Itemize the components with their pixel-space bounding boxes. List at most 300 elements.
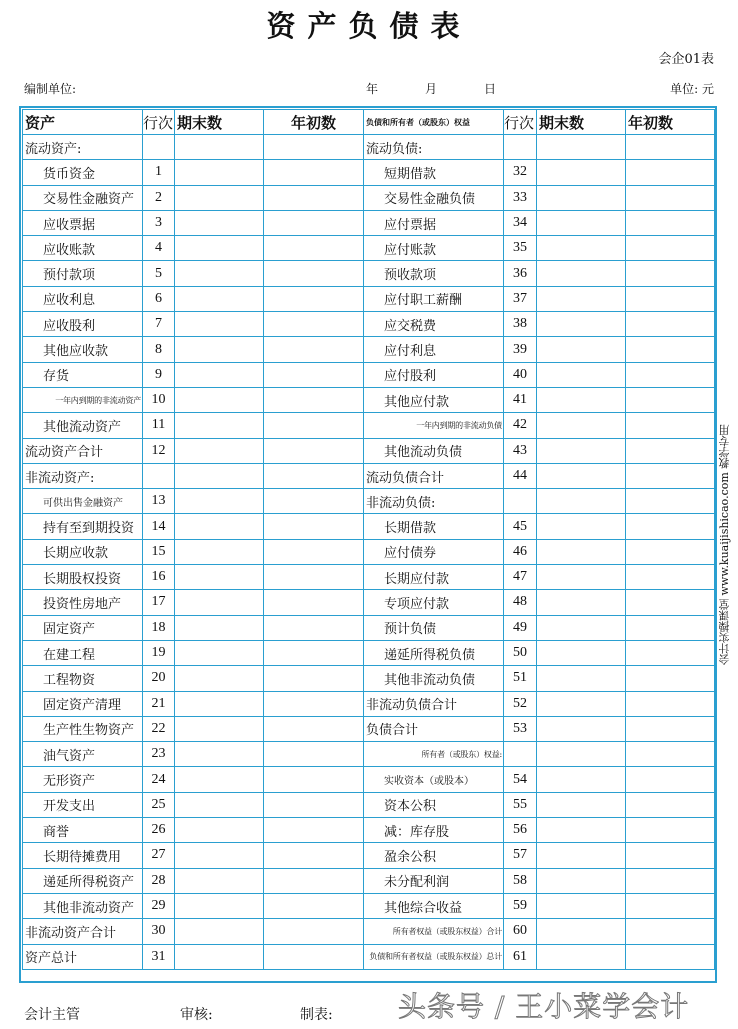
preparer-label: 编制单位: [24, 82, 77, 96]
liability-end-value[interactable] [537, 489, 626, 514]
asset-line-no: 16 [143, 565, 175, 590]
asset-item: 固定资产 [23, 615, 143, 640]
asset-line-no: 29 [143, 893, 175, 918]
date-month: 月 [425, 82, 438, 96]
liability-item: 负债和所有者权益（或股东权益）总计 [364, 944, 504, 969]
liability-begin-value[interactable] [626, 387, 715, 412]
asset-line-no: 31 [143, 944, 175, 969]
liability-begin-value[interactable] [626, 716, 715, 741]
asset-begin-value[interactable] [264, 843, 364, 868]
asset-item: 固定资产清理 [23, 691, 143, 716]
table-row [23, 463, 715, 488]
liability-end-value[interactable] [537, 590, 626, 615]
liability-end-value[interactable] [537, 337, 626, 362]
asset-line-no: 26 [143, 818, 175, 843]
liability-line-no: 40 [504, 362, 537, 387]
asset-item: 可供出售金融资产 [23, 489, 143, 514]
liability-begin-value[interactable] [626, 514, 715, 539]
liability-begin-value[interactable] [626, 438, 715, 463]
date-year: 年 [366, 82, 379, 96]
liability-end-value[interactable] [537, 767, 626, 792]
liability-item: 盈余公积 [364, 843, 504, 868]
liability-item: 应付利息 [364, 337, 504, 362]
liability-end-value[interactable] [537, 210, 626, 235]
liability-line-no: 43 [504, 438, 537, 463]
asset-item: 长期应收款 [23, 539, 143, 564]
asset-end-value[interactable] [175, 818, 264, 843]
liability-line-no [504, 742, 537, 767]
asset-begin-value[interactable] [264, 919, 364, 944]
liability-line-no: 37 [504, 286, 537, 311]
asset-line-no: 21 [143, 691, 175, 716]
liability-begin-value[interactable] [626, 312, 715, 337]
liability-end-value[interactable] [537, 666, 626, 691]
liability-line-no: 54 [504, 767, 537, 792]
asset-end-value[interactable] [175, 843, 264, 868]
asset-line-no: 6 [143, 286, 175, 311]
asset-line-no [143, 135, 175, 160]
liability-begin-value[interactable] [626, 666, 715, 691]
liability-line-no: 39 [504, 337, 537, 362]
liability-begin-value[interactable] [626, 337, 715, 362]
liability-end-value[interactable] [537, 286, 626, 311]
asset-line-no: 5 [143, 261, 175, 286]
liability-end-value[interactable] [537, 742, 626, 767]
asset-item: 交易性金融资产 [23, 185, 143, 210]
liability-item: 其他流动负债 [364, 438, 504, 463]
asset-end-value[interactable] [175, 742, 264, 767]
asset-begin-value[interactable] [264, 818, 364, 843]
liability-item: 其他应付款 [364, 387, 504, 412]
liability-item: 应付职工薪酬 [364, 286, 504, 311]
table-row [23, 185, 715, 210]
asset-begin-value[interactable] [264, 868, 364, 893]
table-row [23, 489, 715, 514]
liability-end-value[interactable] [537, 463, 626, 488]
liability-line-no: 49 [504, 615, 537, 640]
asset-begin-value[interactable] [264, 286, 364, 311]
asset-end-value[interactable] [175, 185, 264, 210]
asset-begin-value[interactable] [264, 792, 364, 817]
liability-item: 长期应付款 [364, 565, 504, 590]
table-row [23, 337, 715, 362]
liability-begin-value[interactable] [626, 463, 715, 488]
table-row [23, 843, 715, 868]
table-row [23, 590, 715, 615]
liability-begin-value[interactable] [626, 261, 715, 286]
asset-end-value[interactable] [175, 160, 264, 185]
liability-end-value[interactable] [537, 615, 626, 640]
asset-line-no: 25 [143, 792, 175, 817]
liability-item: 预收款项 [364, 261, 504, 286]
asset-end-value[interactable] [175, 792, 264, 817]
asset-end-value[interactable] [175, 261, 264, 286]
asset-end-value[interactable] [175, 312, 264, 337]
header-begin-2: 年初数 [626, 110, 715, 135]
asset-item: 长期股权投资 [23, 565, 143, 590]
liability-line-no: 60 [504, 919, 537, 944]
liability-end-value[interactable] [537, 893, 626, 918]
asset-line-no: 30 [143, 919, 175, 944]
asset-line-no: 8 [143, 337, 175, 362]
asset-end-value[interactable] [175, 868, 264, 893]
asset-begin-value[interactable] [264, 640, 364, 665]
asset-end-value[interactable] [175, 489, 264, 514]
asset-item: 存货 [23, 362, 143, 387]
asset-line-no: 20 [143, 666, 175, 691]
table-row [23, 362, 715, 387]
asset-begin-value[interactable] [264, 666, 364, 691]
liability-begin-value[interactable] [626, 893, 715, 918]
liability-line-no: 44 [504, 463, 537, 488]
liability-end-value[interactable] [537, 792, 626, 817]
liability-item: 未分配利润 [364, 868, 504, 893]
liability-end-value[interactable] [537, 640, 626, 665]
asset-begin-value[interactable] [264, 767, 364, 792]
asset-end-value[interactable] [175, 362, 264, 387]
table-row [23, 312, 715, 337]
form-code: 会企01表 [658, 52, 714, 67]
date-day: 日 [484, 82, 497, 96]
liability-begin-value[interactable] [626, 792, 715, 817]
asset-item: 应收账款 [23, 236, 143, 261]
asset-item: 其他应收款 [23, 337, 143, 362]
table-row [23, 615, 715, 640]
unit-label: 单位: 元 [670, 82, 714, 96]
header-end: 期末数 [175, 110, 264, 135]
asset-line-no: 10 [143, 387, 175, 412]
liability-begin-value[interactable] [626, 565, 715, 590]
asset-line-no: 13 [143, 489, 175, 514]
liability-line-no: 50 [504, 640, 537, 665]
liability-line-no: 33 [504, 185, 537, 210]
asset-item: 油气资产 [23, 742, 143, 767]
liability-item: 其他综合收益 [364, 893, 504, 918]
asset-line-no: 2 [143, 185, 175, 210]
table-row [23, 539, 715, 564]
header-row [23, 110, 715, 135]
asset-end-value[interactable] [175, 919, 264, 944]
asset-begin-value[interactable] [264, 944, 364, 969]
asset-end-value[interactable] [175, 514, 264, 539]
asset-end-value[interactable] [175, 387, 264, 412]
table-row [23, 286, 715, 311]
asset-end-value[interactable] [175, 463, 264, 488]
asset-line-no: 19 [143, 640, 175, 665]
asset-line-no [143, 463, 175, 488]
asset-begin-value[interactable] [264, 312, 364, 337]
liability-item: 资本公积 [364, 792, 504, 817]
balance-sheet-table-frame [19, 106, 717, 983]
asset-begin-value[interactable] [264, 489, 364, 514]
liability-item: 减：库存股 [364, 818, 504, 843]
liability-begin-value[interactable] [626, 160, 715, 185]
asset-item: 资产总计 [23, 944, 143, 969]
liability-line-no: 36 [504, 261, 537, 286]
liability-line-no: 46 [504, 539, 537, 564]
table-row [23, 210, 715, 235]
table-row [23, 893, 715, 918]
liability-begin-value[interactable] [626, 868, 715, 893]
asset-end-value[interactable] [175, 944, 264, 969]
table-row [23, 261, 715, 286]
liability-begin-value[interactable] [626, 590, 715, 615]
asset-end-value[interactable] [175, 539, 264, 564]
asset-item: 工程物资 [23, 666, 143, 691]
side-note: 会计实操课堂 www.kuaijishicao.com 教学专用 [718, 424, 731, 666]
liability-line-no: 52 [504, 691, 537, 716]
liability-line-no: 57 [504, 843, 537, 868]
liability-item: 其他非流动负债 [364, 666, 504, 691]
table-row [23, 818, 715, 843]
liability-begin-value[interactable] [626, 413, 715, 438]
liability-item: 负债合计 [364, 716, 504, 741]
liability-begin-value[interactable] [626, 489, 715, 514]
asset-end-value[interactable] [175, 135, 264, 160]
asset-line-no: 27 [143, 843, 175, 868]
asset-end-value[interactable] [175, 767, 264, 792]
asset-end-value[interactable] [175, 236, 264, 261]
liability-item: 非流动负债: [364, 489, 504, 514]
liability-line-no: 41 [504, 387, 537, 412]
asset-begin-value[interactable] [264, 691, 364, 716]
asset-line-no: 14 [143, 514, 175, 539]
asset-end-value[interactable] [175, 716, 264, 741]
liability-item: 预计负债 [364, 615, 504, 640]
asset-line-no: 22 [143, 716, 175, 741]
liability-end-value[interactable] [537, 843, 626, 868]
liability-line-no: 59 [504, 893, 537, 918]
liability-item: 非流动负债合计 [364, 691, 504, 716]
balance-sheet-table [22, 109, 715, 970]
liability-end-value[interactable] [537, 539, 626, 564]
asset-line-no: 9 [143, 362, 175, 387]
asset-line-no: 23 [143, 742, 175, 767]
liability-end-value[interactable] [537, 438, 626, 463]
liability-end-value[interactable] [537, 387, 626, 412]
liability-item: 专项应付款 [364, 590, 504, 615]
asset-begin-value[interactable] [264, 261, 364, 286]
liability-item: 所有者（或股东）权益: [364, 742, 504, 767]
liability-begin-value[interactable] [626, 615, 715, 640]
footer-supervisor: 会计主管 [24, 1007, 80, 1023]
table-row [23, 565, 715, 590]
asset-begin-value[interactable] [264, 742, 364, 767]
asset-end-value[interactable] [175, 666, 264, 691]
asset-line-no: 24 [143, 767, 175, 792]
asset-begin-value[interactable] [264, 539, 364, 564]
liability-end-value[interactable] [537, 944, 626, 969]
liability-item: 一年内到期的非流动负债 [364, 413, 504, 438]
liability-line-no: 55 [504, 792, 537, 817]
table-row [23, 767, 715, 792]
asset-item: 应收利息 [23, 286, 143, 311]
asset-begin-value[interactable] [264, 716, 364, 741]
asset-line-no: 4 [143, 236, 175, 261]
table-row [23, 666, 715, 691]
liability-end-value[interactable] [537, 565, 626, 590]
liability-end-value[interactable] [537, 312, 626, 337]
asset-end-value[interactable] [175, 286, 264, 311]
header-liabilities: 负债和所有者（或股东）权益 [364, 110, 504, 135]
liability-begin-value[interactable] [626, 691, 715, 716]
asset-item: 递延所得税资产 [23, 868, 143, 893]
liability-line-no [504, 489, 537, 514]
asset-item: 商誉 [23, 818, 143, 843]
asset-item: 流动资产合计 [23, 438, 143, 463]
asset-item: 非流动资产: [23, 463, 143, 488]
asset-begin-value[interactable] [264, 236, 364, 261]
asset-item: 货币资金 [23, 160, 143, 185]
liability-end-value[interactable] [537, 818, 626, 843]
table-row [23, 716, 715, 741]
asset-begin-value[interactable] [264, 893, 364, 918]
liability-item: 应付账款 [364, 236, 504, 261]
asset-line-no: 1 [143, 160, 175, 185]
asset-begin-value[interactable] [264, 463, 364, 488]
liability-end-value[interactable] [537, 362, 626, 387]
liability-item: 实收资本（或股本） [364, 767, 504, 792]
asset-end-value[interactable] [175, 413, 264, 438]
liability-begin-value[interactable] [626, 135, 715, 160]
asset-begin-value[interactable] [264, 514, 364, 539]
asset-begin-value[interactable] [264, 362, 364, 387]
asset-end-value[interactable] [175, 438, 264, 463]
liability-end-value[interactable] [537, 716, 626, 741]
asset-end-value[interactable] [175, 893, 264, 918]
liability-item: 所有者权益（或股东权益）合计 [364, 919, 504, 944]
liability-begin-value[interactable] [626, 539, 715, 564]
liability-begin-value[interactable] [626, 286, 715, 311]
liability-end-value[interactable] [537, 868, 626, 893]
liability-begin-value[interactable] [626, 362, 715, 387]
liability-end-value[interactable] [537, 135, 626, 160]
table-row [23, 919, 715, 944]
liability-item: 递延所得税负债 [364, 640, 504, 665]
liability-end-value[interactable] [537, 413, 626, 438]
asset-begin-value[interactable] [264, 210, 364, 235]
table-row [23, 691, 715, 716]
liability-item: 应交税费 [364, 312, 504, 337]
liability-line-no: 61 [504, 944, 537, 969]
header-assets: 资产 [23, 110, 143, 135]
liability-item: 短期借款 [364, 160, 504, 185]
liability-line-no [504, 135, 537, 160]
asset-begin-value[interactable] [264, 590, 364, 615]
liability-begin-value[interactable] [626, 843, 715, 868]
liability-end-value[interactable] [537, 261, 626, 286]
liability-begin-value[interactable] [626, 236, 715, 261]
asset-begin-value[interactable] [264, 185, 364, 210]
header-end-2: 期末数 [537, 110, 626, 135]
liability-item: 长期借款 [364, 514, 504, 539]
header-begin: 年初数 [264, 110, 364, 135]
asset-line-no: 18 [143, 615, 175, 640]
asset-item: 在建工程 [23, 640, 143, 665]
asset-item: 长期待摊费用 [23, 843, 143, 868]
liability-line-no: 38 [504, 312, 537, 337]
liability-begin-value[interactable] [626, 944, 715, 969]
liability-item: 交易性金融负债 [364, 185, 504, 210]
liability-item: 流动负债合计 [364, 463, 504, 488]
liability-begin-value[interactable] [626, 818, 715, 843]
table-row [23, 236, 715, 261]
liability-item: 应付债券 [364, 539, 504, 564]
liability-end-value[interactable] [537, 691, 626, 716]
liability-begin-value[interactable] [626, 919, 715, 944]
liability-begin-value[interactable] [626, 767, 715, 792]
table-row [23, 514, 715, 539]
asset-begin-value[interactable] [264, 565, 364, 590]
liability-begin-value[interactable] [626, 742, 715, 767]
asset-end-value[interactable] [175, 565, 264, 590]
asset-begin-value[interactable] [264, 387, 364, 412]
asset-item: 生产性生物资产 [23, 716, 143, 741]
liability-end-value[interactable] [537, 919, 626, 944]
asset-end-value[interactable] [175, 691, 264, 716]
header-line-2: 行次 [504, 110, 537, 135]
asset-line-no: 12 [143, 438, 175, 463]
asset-end-value[interactable] [175, 640, 264, 665]
liability-end-value[interactable] [537, 236, 626, 261]
asset-begin-value[interactable] [264, 135, 364, 160]
header-line: 行次 [143, 110, 175, 135]
liability-line-no: 56 [504, 818, 537, 843]
liability-begin-value[interactable] [626, 640, 715, 665]
table-row [23, 413, 715, 438]
asset-end-value[interactable] [175, 590, 264, 615]
asset-begin-value[interactable] [264, 160, 364, 185]
liability-item: 应付票据 [364, 210, 504, 235]
asset-line-no: 3 [143, 210, 175, 235]
footer-review: 审核: [180, 1007, 213, 1023]
asset-end-value[interactable] [175, 337, 264, 362]
liability-begin-value[interactable] [626, 185, 715, 210]
asset-item: 预付款项 [23, 261, 143, 286]
liability-end-value[interactable] [537, 185, 626, 210]
liability-end-value[interactable] [537, 514, 626, 539]
liability-line-no: 48 [504, 590, 537, 615]
asset-item: 非流动资产合计 [23, 919, 143, 944]
asset-line-no: 15 [143, 539, 175, 564]
liability-line-no: 51 [504, 666, 537, 691]
asset-end-value[interactable] [175, 210, 264, 235]
footer-prepared: 制表: [300, 1007, 333, 1023]
liability-line-no: 45 [504, 514, 537, 539]
asset-begin-value[interactable] [264, 413, 364, 438]
asset-item: 无形资产 [23, 767, 143, 792]
asset-item: 流动资产: [23, 135, 143, 160]
asset-item: 其他非流动资产 [23, 893, 143, 918]
asset-item: 其他流动资产 [23, 413, 143, 438]
asset-item: 开发支出 [23, 792, 143, 817]
asset-begin-value[interactable] [264, 337, 364, 362]
table-row [23, 944, 715, 969]
asset-line-no: 28 [143, 868, 175, 893]
liability-end-value[interactable] [537, 160, 626, 185]
asset-item: 持有至到期投资 [23, 514, 143, 539]
table-row [23, 135, 715, 160]
table-row [23, 640, 715, 665]
asset-item: 应收票据 [23, 210, 143, 235]
asset-begin-value[interactable] [264, 438, 364, 463]
asset-end-value[interactable] [175, 615, 264, 640]
liability-begin-value[interactable] [626, 210, 715, 235]
asset-line-no: 17 [143, 590, 175, 615]
liability-line-no: 35 [504, 236, 537, 261]
asset-begin-value[interactable] [264, 615, 364, 640]
asset-item: 一年内到期的非流动资产 [23, 387, 143, 412]
